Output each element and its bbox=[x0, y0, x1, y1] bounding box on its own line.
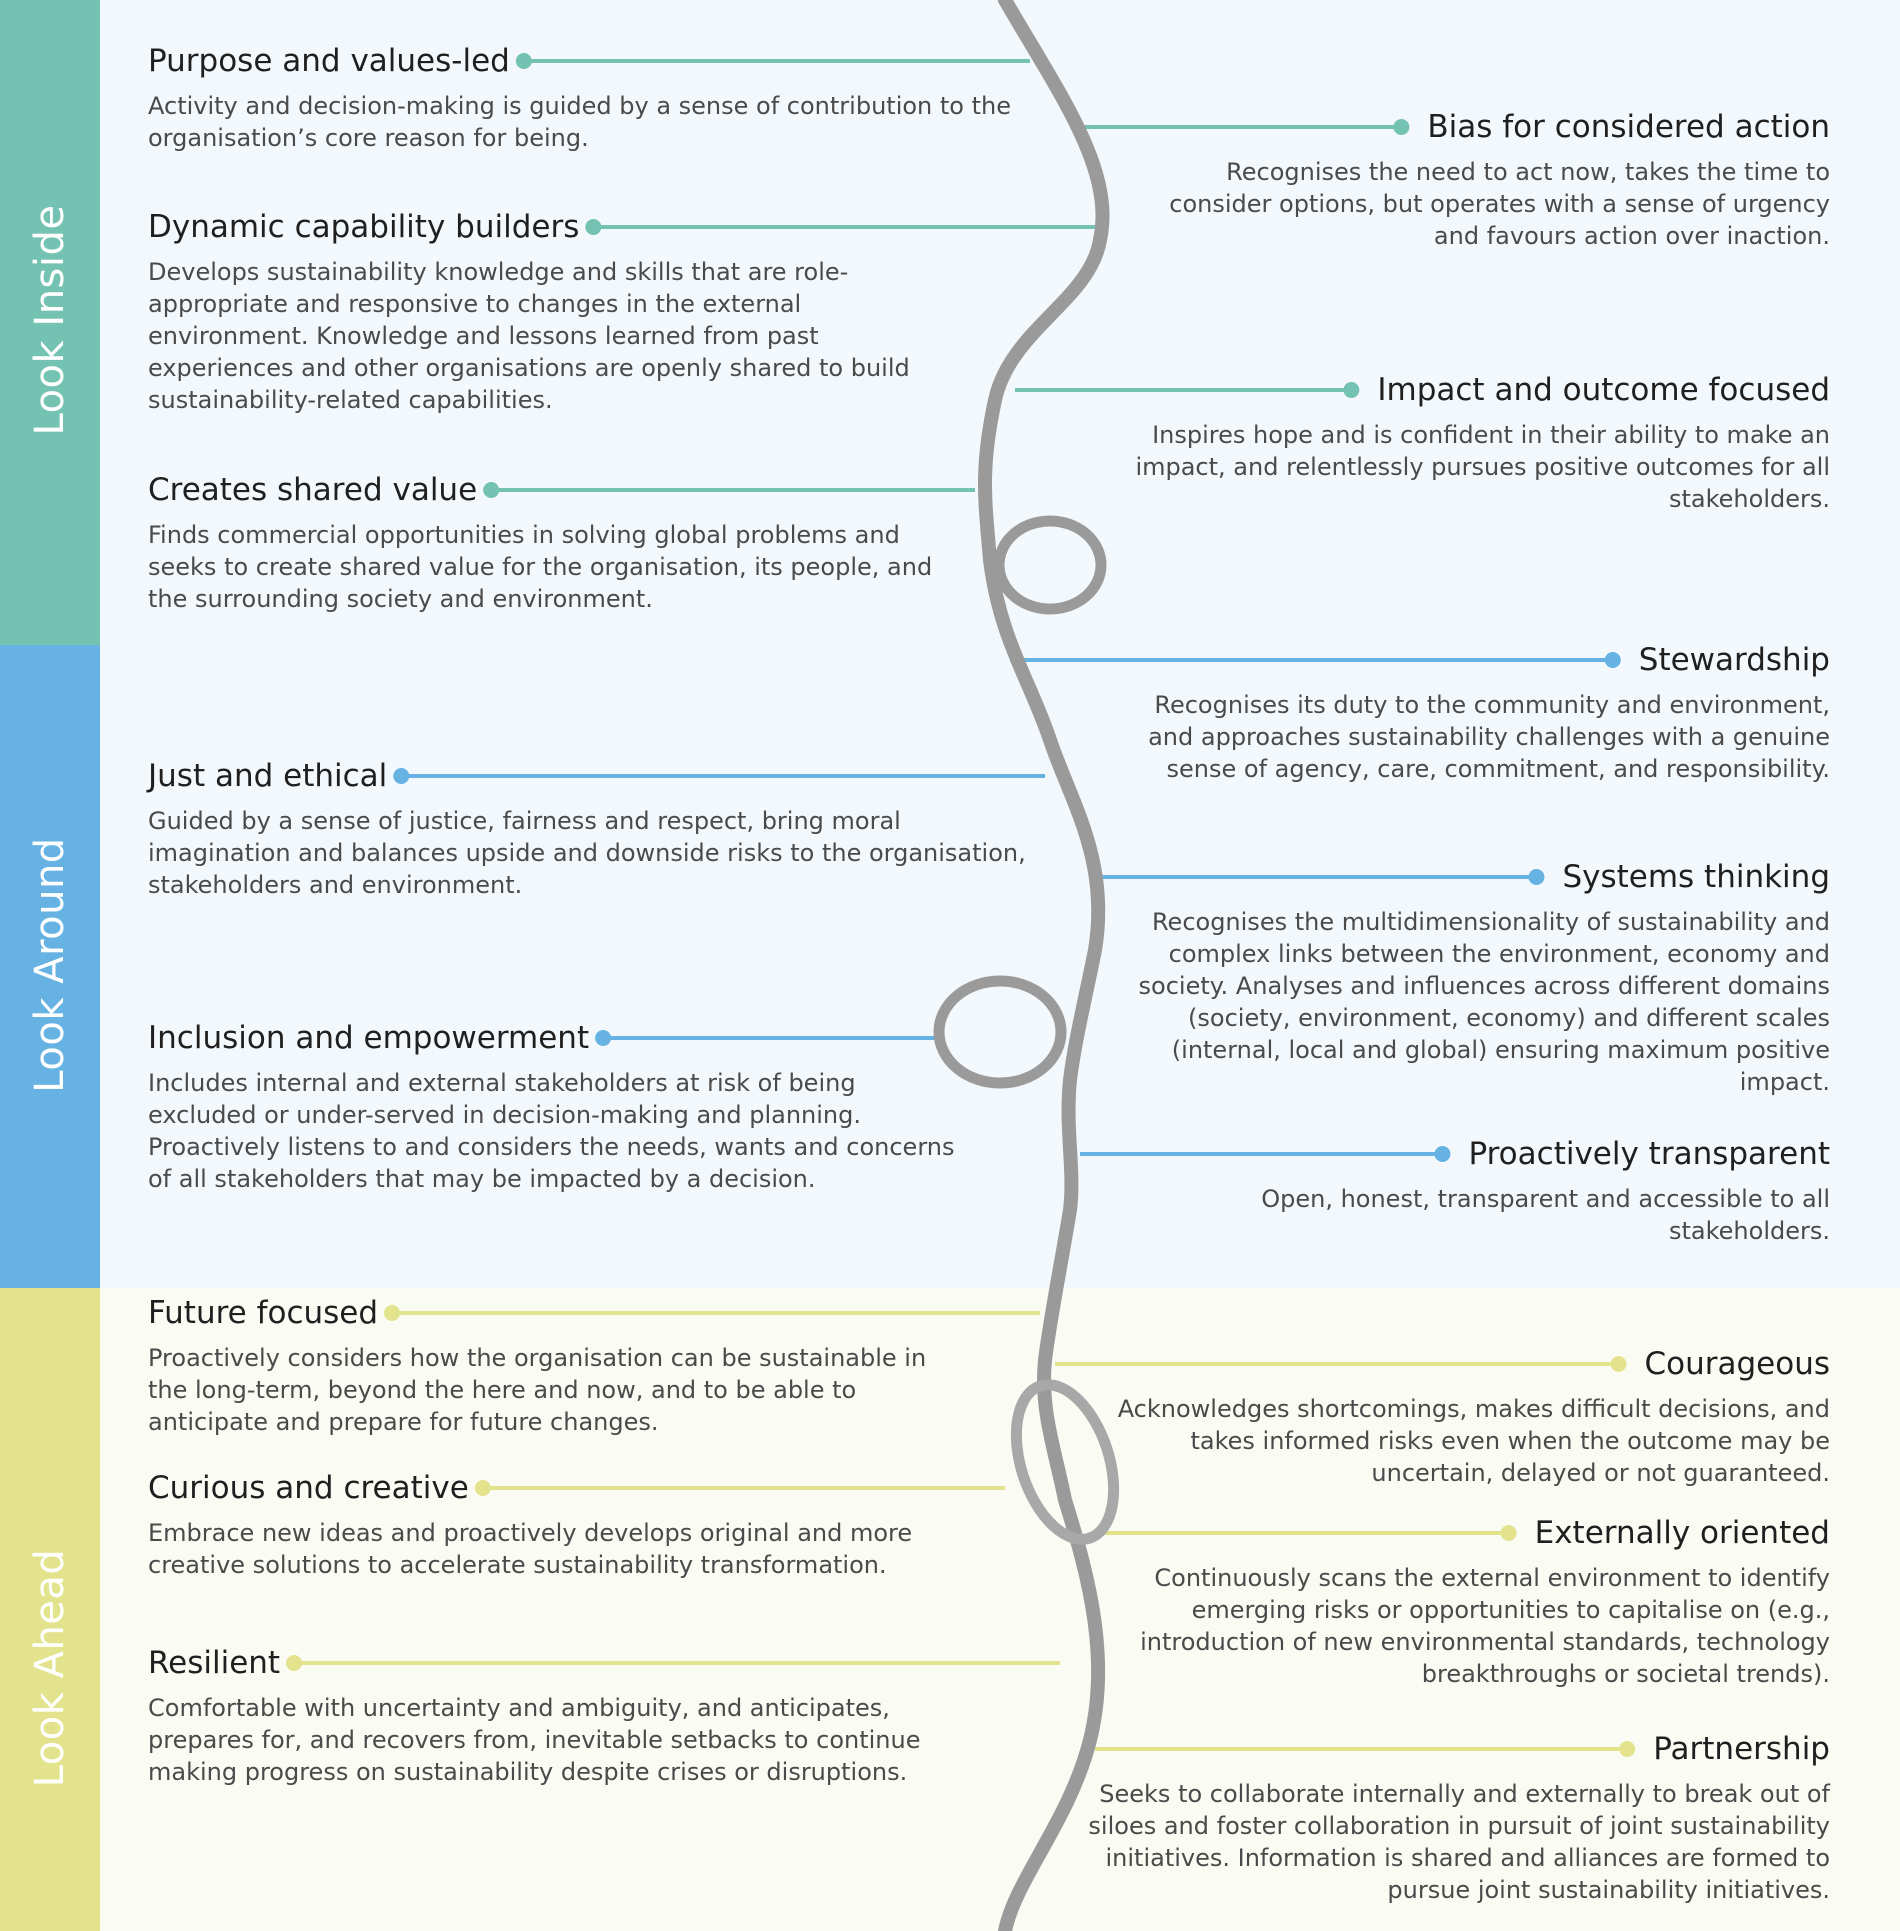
trait-item bbox=[148, 1645, 948, 1788]
trait-item bbox=[148, 1020, 968, 1195]
trait-description: Activity and decision-making is guided by a sense of contribution to the organisation’s core reason for being. bbox=[148, 92, 1011, 153]
trait-description: Embrace new ideas and proactively develops original and more creative solutions to accelerate sustainability transformation. bbox=[148, 1519, 913, 1580]
trait-title: Stewardship bbox=[1638, 642, 1830, 678]
path-loop bbox=[999, 521, 1101, 609]
trait-item bbox=[148, 43, 1018, 154]
trait-description: Includes internal and external stakeholders at risk of being excluded or under-served in decision-making and planning. Proactively listens to and considers the needs, wants and concerns of all stakeholders that may be impacted by a decision. bbox=[148, 1069, 955, 1194]
trait-description: Open, honest, transparent and accessible to all stakeholders. bbox=[1261, 1185, 1830, 1246]
trait-description: Recognises the multidimensionality of sustainability and complex links between the environment, economy and society. Analyses and influences across different domains (society, environment, economy) and different scales (internal, local and global) ensuring maximum positive impact. bbox=[1138, 908, 1830, 1097]
trait-item bbox=[148, 1470, 948, 1581]
section-label-inside: Look Inside bbox=[27, 204, 73, 436]
trait-item bbox=[1070, 1731, 1830, 1906]
trait-description: Acknowledges shortcomings, makes difficult decisions, and takes informed risks even when the outcome may be uncertain, delayed or not guaranteed. bbox=[1117, 1395, 1830, 1488]
trait-description: Recognises the need to act now, takes the time to consider options, but operates with a sense of urgency and favours action over inaction. bbox=[1169, 158, 1830, 251]
trait-item bbox=[1110, 372, 1830, 515]
trait-title: Partnership bbox=[1653, 1731, 1830, 1767]
trait-title: Inclusion and empowerment bbox=[148, 1020, 590, 1056]
trait-title: Future focused bbox=[148, 1295, 379, 1331]
trait-description: Recognises its duty to the community and environment, and approaches sustainability challenges with a genuine sense of agency, care, commitment, and responsibility. bbox=[1148, 691, 1830, 784]
trait-title: Proactively transparent bbox=[1468, 1136, 1830, 1172]
trait-item bbox=[1090, 859, 1830, 1098]
trait-title: Bias for considered action bbox=[1427, 109, 1830, 145]
trait-description: Develops sustainability knowledge and skills that are role-appropriate and responsive to changes in the external environment. Knowledge and lessons learned from past experiences and other organisations are openly shared to build sustainability-related capabilities. bbox=[148, 258, 910, 415]
trait-item bbox=[1110, 642, 1830, 785]
winding-path bbox=[985, 0, 1103, 1931]
trait-title: Externally oriented bbox=[1534, 1515, 1830, 1551]
section-label-ahead: Look Ahead bbox=[27, 1548, 73, 1788]
trait-description: Comfortable with uncertainty and ambiguity, and anticipates, prepares for, and recovers from, inevitable setbacks to continue making progress on sustainability despite crises or disruptions. bbox=[148, 1694, 921, 1787]
section-label-around: Look Around bbox=[27, 837, 73, 1093]
trait-item bbox=[1110, 1346, 1830, 1489]
trait-title: Dynamic capability builders bbox=[148, 209, 580, 245]
trait-item bbox=[148, 1295, 948, 1438]
trait-item bbox=[1130, 109, 1830, 252]
trait-description: Inspires hope and is confident in their ability to make an impact, and relentlessly pursues positive outcomes for all stakeholders. bbox=[1135, 421, 1830, 514]
trait-item bbox=[148, 472, 948, 615]
trait-title: Systems thinking bbox=[1562, 859, 1830, 895]
trait-title: Purpose and values-led bbox=[148, 43, 510, 79]
trait-item bbox=[1170, 1136, 1830, 1247]
trait-description: Finds commercial opportunities in solving global problems and seeks to create shared value for the organisation, its people, and the surrounding society and environment. bbox=[148, 521, 933, 614]
trait-title: Courageous bbox=[1644, 1346, 1830, 1382]
trait-description: Proactively considers how the organisation can be sustainable in the long-term, beyond the here and now, and to be able to anticipate and prepare for future changes. bbox=[148, 1344, 927, 1437]
trait-title: Impact and outcome focused bbox=[1377, 372, 1830, 408]
trait-title: Resilient bbox=[148, 1645, 281, 1681]
trait-title: Just and ethical bbox=[148, 758, 388, 794]
trait-item bbox=[148, 758, 1048, 901]
trait-description: Guided by a sense of justice, fairness and respect, bring moral imagination and balances upside and downside risks to the organisation, stakeholders and environment. bbox=[148, 807, 1026, 900]
trait-title: Curious and creative bbox=[148, 1470, 469, 1506]
trait-description: Continuously scans the external environment to identify emerging risks or opportunities to capitalise on (e.g., introduction of new environmental standards, technology breakthroughs or societal trends). bbox=[1140, 1564, 1830, 1689]
trait-item bbox=[1090, 1515, 1830, 1690]
trait-item bbox=[148, 209, 928, 416]
trait-description: Seeks to collaborate internally and externally to break out of siloes and foster collaboration in pursuit of joint sustainability initiatives. Information is shared and alliances are formed to pursue joint sustainability initiatives. bbox=[1088, 1780, 1830, 1905]
trait-title: Creates shared value bbox=[148, 472, 478, 508]
